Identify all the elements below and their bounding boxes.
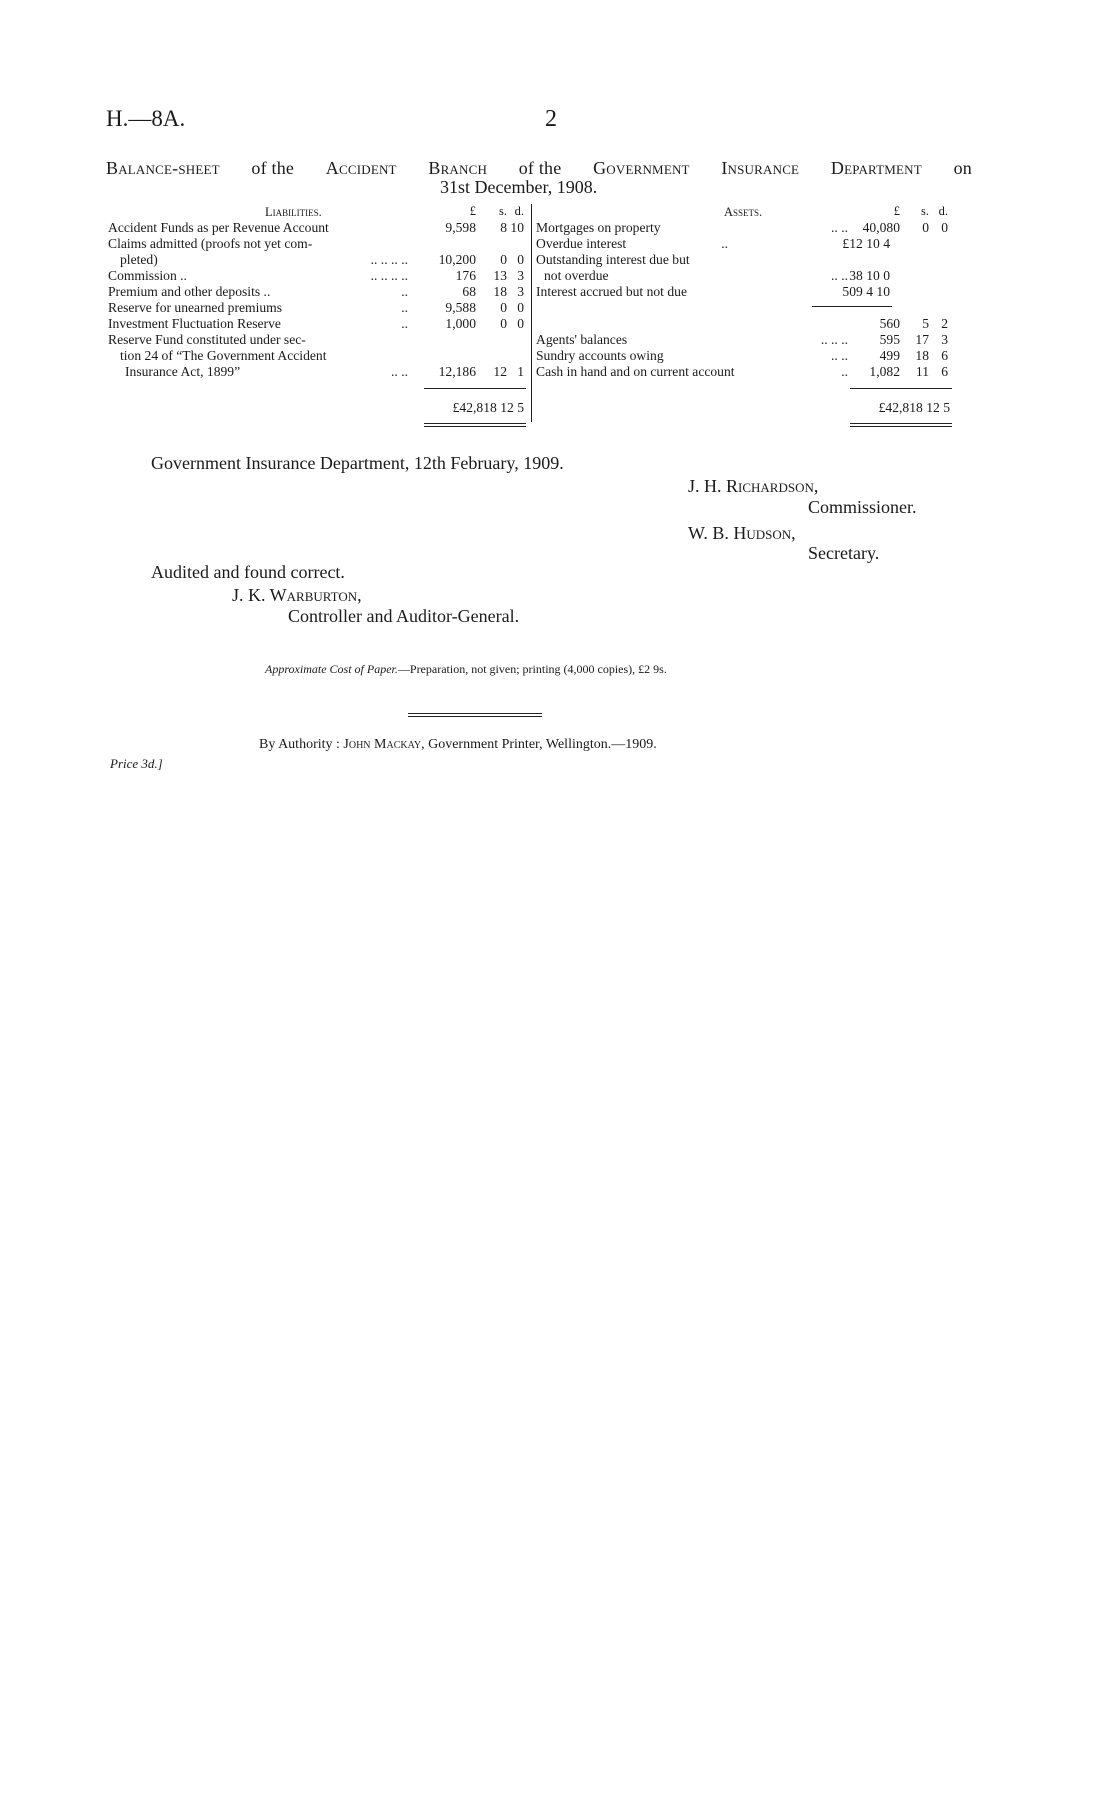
liability-pounds: 12,186: [438, 364, 476, 379]
cost-of-paper: [265, 662, 667, 677]
printer-name: John Mackay,: [343, 737, 425, 752]
pence-header: d.: [938, 204, 948, 218]
auditor-title: Controller and Auditor-General.: [288, 606, 520, 626]
subtotal-rule: [812, 306, 892, 307]
asset-shillings: 18: [915, 348, 929, 363]
title-word: of the: [518, 158, 562, 178]
liability-label: Commission ..: [108, 268, 187, 283]
leader-dots: ..: [401, 300, 408, 315]
audit-statement: Audited and found correct.: [151, 562, 345, 582]
liability-label: Investment Fluctuation Reserve: [108, 316, 281, 331]
liability-label: Insurance Act, 1899”: [125, 364, 241, 379]
liability-label: Claims admitted (proofs not yet com-: [108, 236, 313, 251]
document-title-date: 31st December, 1908.: [440, 177, 598, 197]
pounds-header: £: [893, 204, 900, 218]
asset-pounds: 499: [879, 348, 900, 363]
assets-total: £42,818 12 5: [878, 400, 950, 415]
liability-pence: 10: [510, 220, 524, 235]
asset-pounds: 1,082: [869, 364, 900, 379]
asset-label: Sundry accounts owing: [536, 348, 664, 363]
double-rule: [424, 426, 526, 427]
liability-pounds: 1,000: [445, 316, 476, 331]
cost-text: —Preparation, not given; printing (4,000 copies), £2 9s.: [397, 662, 667, 676]
liabilities-heading: Liabilities.: [265, 205, 322, 219]
double-rule: [424, 423, 526, 424]
asset-pounds: 560: [879, 316, 900, 331]
liability-shillings: 8: [500, 220, 507, 235]
leader-dots: .. ..: [391, 364, 408, 379]
leader-dots: .. ..: [831, 220, 848, 235]
asset-label: Interest accrued but not due: [536, 284, 687, 299]
liability-shillings: 18: [493, 284, 507, 299]
asset-subamount: £12 10 4: [842, 236, 890, 251]
liability-pounds: 9,598: [445, 220, 476, 235]
leader-dots: ..: [721, 236, 728, 251]
center-divider: [531, 204, 532, 422]
asset-shillings: 17: [915, 332, 929, 347]
asset-label: Outstanding interest due but: [536, 252, 690, 267]
asset-pence: 0: [941, 220, 948, 235]
asset-label: Mortgages on property: [536, 220, 661, 235]
liability-label: tion 24 of “The Government Accident: [120, 348, 327, 363]
liability-pounds: 9,588: [445, 300, 476, 315]
signer-name: W. B. Hudson,: [688, 523, 796, 543]
signer-title: Commissioner.: [808, 497, 917, 517]
liability-label: Accident Funds as per Revenue Account: [108, 220, 329, 235]
asset-pence: 2: [941, 316, 948, 331]
liabilities-total-rule: [424, 388, 526, 389]
title-word: on: [953, 158, 972, 178]
auditor-name: J. K. Warburton,: [232, 585, 362, 605]
liability-label: pleted): [120, 252, 158, 267]
liability-label: Premium and other deposits ..: [108, 284, 271, 299]
liability-pence: 0: [517, 300, 524, 315]
asset-shillings: 5: [922, 316, 929, 331]
title-word: Branch: [428, 158, 488, 178]
balance-sheet: [108, 204, 974, 434]
shillings-header: s.: [499, 204, 507, 218]
signer-name: J. H. Richardson,: [688, 476, 819, 496]
title-word: Government: [593, 158, 690, 178]
shillings-header: s.: [921, 204, 929, 218]
assets-total-rule: [850, 388, 952, 389]
asset-shillings: 11: [915, 364, 929, 379]
page-number: 2: [545, 106, 557, 132]
asset-label: Overdue interest: [536, 236, 627, 251]
liability-pounds: 68: [462, 284, 476, 299]
cost-label: Approximate Cost of Paper.: [265, 662, 398, 676]
leader-dots: .. .. .. ..: [370, 252, 408, 267]
asset-label: Agents' balances: [536, 332, 628, 347]
signer-title: Secretary.: [808, 543, 880, 563]
printing-authority: [259, 737, 657, 753]
liability-shillings: 0: [500, 316, 507, 331]
asset-subamount: 509 4 10: [842, 284, 890, 299]
liability-pence: 1: [517, 364, 524, 379]
footer-rule: [408, 716, 542, 717]
leader-dots: ..: [841, 364, 848, 379]
leader-dots: ..: [401, 316, 408, 331]
price: Price 3d.]: [110, 756, 163, 771]
asset-label: Cash in hand and on current account: [536, 364, 735, 379]
asset-pence: 3: [941, 332, 948, 347]
liability-pence: 3: [517, 284, 524, 299]
assets-heading: Assets.: [724, 205, 763, 219]
asset-pence: 6: [941, 348, 948, 363]
liability-pounds: 176: [455, 268, 476, 283]
asset-label: not overdue: [544, 268, 609, 283]
leader-dots: .. .. ..: [820, 332, 848, 347]
leader-dots: ..: [401, 284, 408, 299]
liability-pence: 0: [517, 252, 524, 267]
footer-rule: [408, 713, 542, 714]
paper-reference: H.—8A.: [106, 106, 186, 131]
liability-shillings: 0: [500, 252, 507, 267]
title-word: of the: [251, 158, 295, 178]
pounds-header: £: [469, 204, 476, 218]
liability-shillings: 0: [500, 300, 507, 315]
double-rule: [850, 423, 952, 424]
authority-prefix: By Authority :: [259, 737, 340, 752]
liability-shillings: 13: [493, 268, 507, 283]
title-word: Insurance: [721, 158, 800, 178]
leader-dots: .. .. .. ..: [370, 268, 408, 283]
liability-pence: 3: [517, 268, 524, 283]
liability-label: Reserve for unearned premiums: [108, 300, 283, 315]
asset-shillings: 0: [922, 220, 929, 235]
title-word: Balance-sheet: [106, 158, 220, 178]
liabilities-total: £42,818 12 5: [452, 400, 524, 415]
pence-header: d.: [514, 204, 524, 218]
authority-rest: Government Printer, Wellington.—1909.: [428, 737, 657, 752]
liability-pounds: 10,200: [438, 252, 476, 267]
leader-dots: .. ..: [831, 348, 848, 363]
asset-pounds: 40,080: [862, 220, 900, 235]
asset-subamount: 38 10 0: [849, 268, 890, 283]
asset-pounds: 595: [879, 332, 900, 347]
double-rule: [850, 426, 952, 427]
title-word: Department: [830, 158, 922, 178]
liability-pence: 0: [517, 316, 524, 331]
leader-dots: .. ..: [831, 268, 848, 283]
title-word: Accident: [325, 158, 397, 178]
liability-label: Reserve Fund constituted under sec-: [108, 332, 306, 347]
asset-pence: 6: [941, 364, 948, 379]
document-title: [106, 158, 972, 179]
liability-shillings: 12: [493, 364, 507, 379]
dateline: Government Insurance Department, 12th February, 1909.: [151, 453, 564, 473]
